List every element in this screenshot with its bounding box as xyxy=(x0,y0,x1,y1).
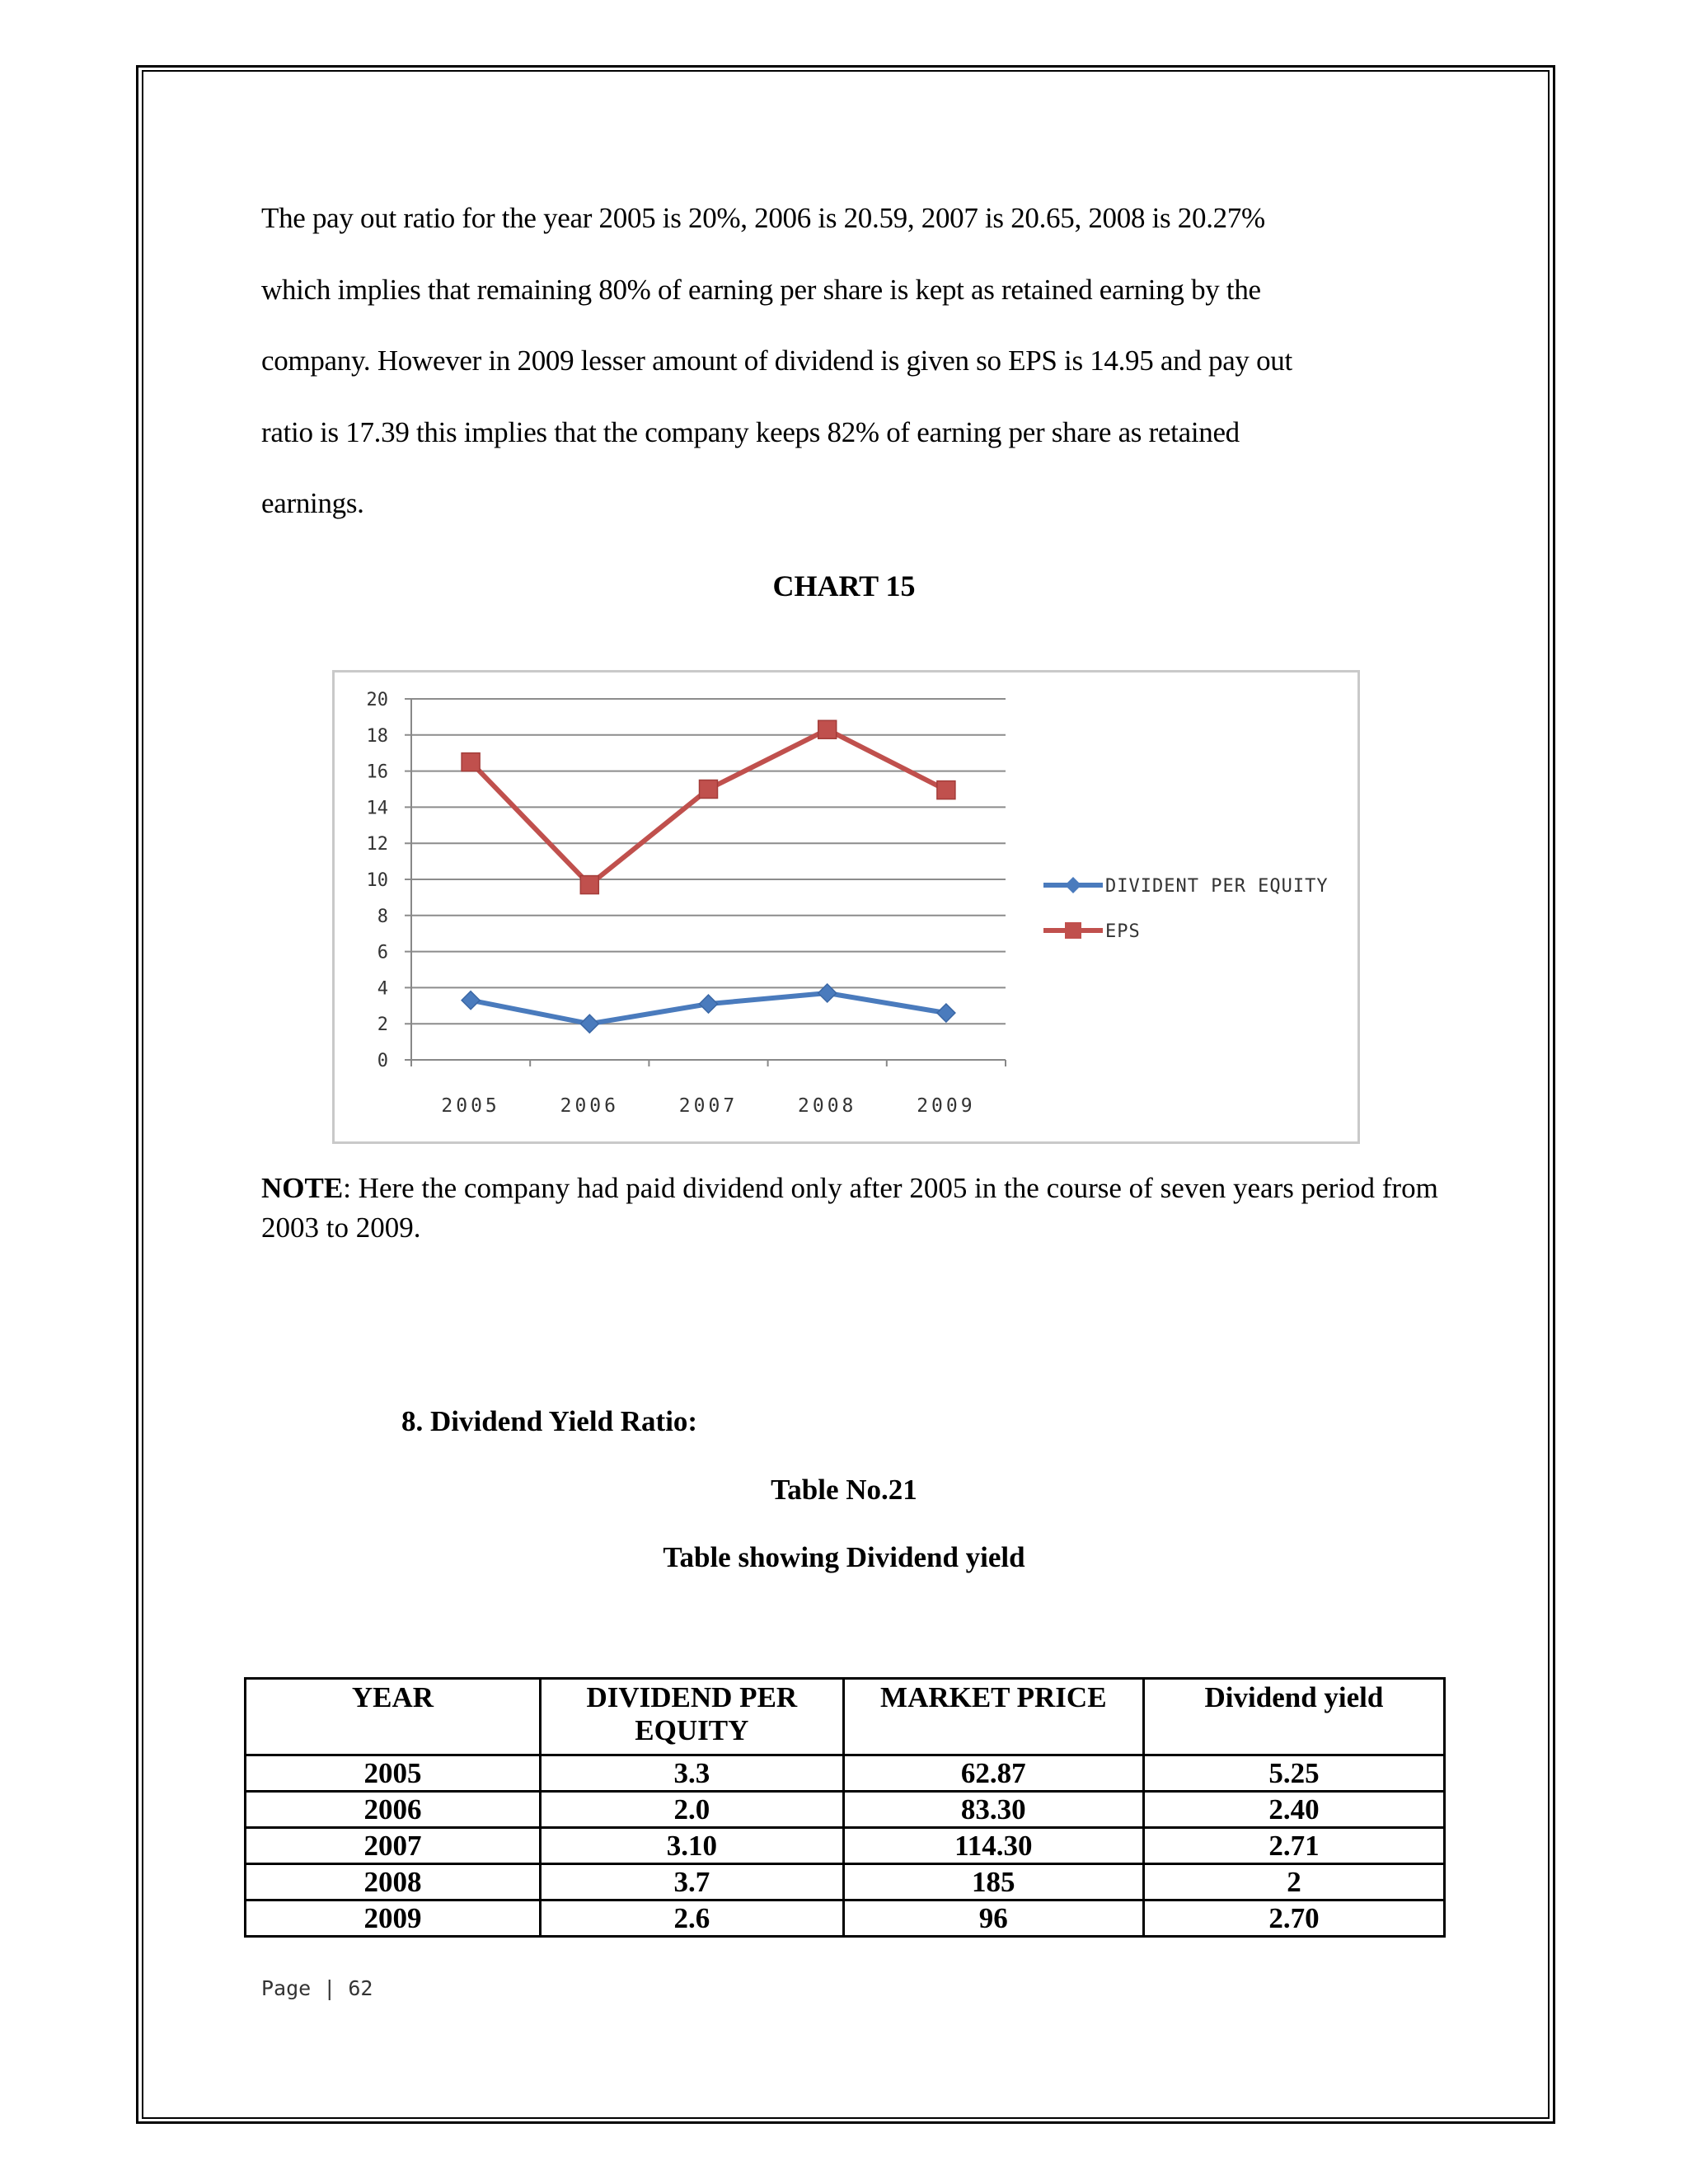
cell-yield: 2.40 xyxy=(1143,1792,1444,1828)
cell-dividend: 3.3 xyxy=(540,1755,843,1792)
x-tick-label: 2006 xyxy=(560,1095,619,1117)
cell-year: 2009 xyxy=(246,1900,541,1937)
chart-title: CHART 15 xyxy=(772,569,916,602)
y-tick-label: 6 xyxy=(377,942,388,963)
cell-dividend: 3.10 xyxy=(540,1828,843,1864)
cell-market-price: 114.30 xyxy=(843,1828,1143,1864)
data-point-diamond xyxy=(700,995,718,1013)
paragraph-line: company. However in 2009 lesser amount of dividend is given so EPS is 14.95 and pay out xyxy=(261,344,1292,377)
dividend-yield-table xyxy=(244,1677,1446,1938)
table-number: Table No.21 xyxy=(771,1474,917,1506)
x-tick-label: 2009 xyxy=(917,1095,976,1117)
cell-dividend: 2.0 xyxy=(540,1792,843,1828)
legend-label: EPS xyxy=(1105,921,1141,942)
cell-market-price: 83.30 xyxy=(843,1792,1143,1828)
body-paragraph xyxy=(261,183,1432,540)
table-row xyxy=(246,1900,1445,1937)
note-paragraph xyxy=(261,1169,1448,1248)
legend-label: DIVIDENT PER EQUITY xyxy=(1105,876,1329,897)
y-tick-label: 18 xyxy=(366,725,388,747)
cell-market-price: 62.87 xyxy=(843,1755,1143,1792)
paragraph-line: earnings. xyxy=(261,487,364,519)
data-point-square xyxy=(462,753,480,771)
data-point-square xyxy=(580,876,598,894)
data-point-square xyxy=(937,781,955,799)
y-tick-label: 8 xyxy=(377,906,388,927)
paragraph-line: which implies that remaining 80% of earning per share is kept as retained earning by the xyxy=(261,273,1261,306)
cell-yield: 2 xyxy=(1143,1864,1444,1900)
cell-yield: 5.25 xyxy=(1143,1755,1444,1792)
paragraph-line: ratio is 17.39 this implies that the company keeps 82% of earning per share as retained xyxy=(261,415,1240,448)
page-number: Page | 62 xyxy=(261,1976,373,2000)
data-point-diamond xyxy=(580,1015,598,1033)
header-market-price: MARKET PRICE xyxy=(843,1679,1143,1755)
cell-year: 2008 xyxy=(246,1864,541,1900)
legend-marker-diamond xyxy=(1065,877,1081,893)
y-tick-label: 4 xyxy=(377,978,388,1000)
y-tick-label: 12 xyxy=(366,834,388,855)
table-header-row xyxy=(246,1679,1445,1755)
header-dividend-per-equity-text: DIVIDEND PER EQUITY xyxy=(586,1681,798,1746)
table-row xyxy=(246,1792,1445,1828)
data-point-diamond xyxy=(818,984,837,1002)
data-point-diamond xyxy=(937,1004,955,1022)
cell-year: 2006 xyxy=(246,1792,541,1828)
cell-year: 2005 xyxy=(246,1755,541,1792)
y-tick-label: 2 xyxy=(377,1015,388,1036)
table-caption: Table showing Dividend yield xyxy=(663,1541,1025,1573)
cell-market-price: 185 xyxy=(843,1864,1143,1900)
header-year: YEAR xyxy=(246,1679,541,1755)
table-row xyxy=(246,1755,1445,1792)
x-tick-label: 2008 xyxy=(798,1095,857,1117)
header-dividend-yield: Dividend yield xyxy=(1143,1679,1444,1755)
x-tick-label: 2005 xyxy=(441,1095,500,1117)
paragraph-line: The pay out ratio for the year 2005 is 20%, 2006 is 20.59, 2007 is 20.65, 2008 is 20.27% xyxy=(261,202,1265,234)
cell-yield: 2.71 xyxy=(1143,1828,1444,1864)
y-tick-label: 20 xyxy=(366,690,388,710)
cell-dividend: 3.7 xyxy=(540,1864,843,1900)
data-point-square xyxy=(700,780,718,799)
table-row xyxy=(246,1864,1445,1900)
header-dividend-per-equity xyxy=(540,1679,843,1755)
data-point-diamond xyxy=(462,991,480,1010)
cell-market-price: 96 xyxy=(843,1900,1143,1937)
y-tick-label: 10 xyxy=(366,870,388,891)
y-tick-label: 16 xyxy=(366,762,388,783)
cell-dividend: 2.6 xyxy=(540,1900,843,1937)
legend-marker-square xyxy=(1065,922,1081,939)
note-text: : Here the company had paid dividend only after 2005 in the course of seven years period from 2003 to 2009. xyxy=(261,1172,1438,1244)
x-tick-label: 2007 xyxy=(678,1095,738,1117)
y-tick-label: 14 xyxy=(366,798,388,819)
section-heading: 8. Dividend Yield Ratio: xyxy=(401,1405,698,1437)
cell-year: 2007 xyxy=(246,1828,541,1864)
y-tick-label: 0 xyxy=(377,1051,388,1071)
note-label: NOTE xyxy=(261,1172,344,1204)
data-point-square xyxy=(818,720,837,738)
cell-yield: 2.70 xyxy=(1143,1900,1444,1937)
line-chart xyxy=(332,670,1360,1144)
table-row xyxy=(246,1828,1445,1864)
